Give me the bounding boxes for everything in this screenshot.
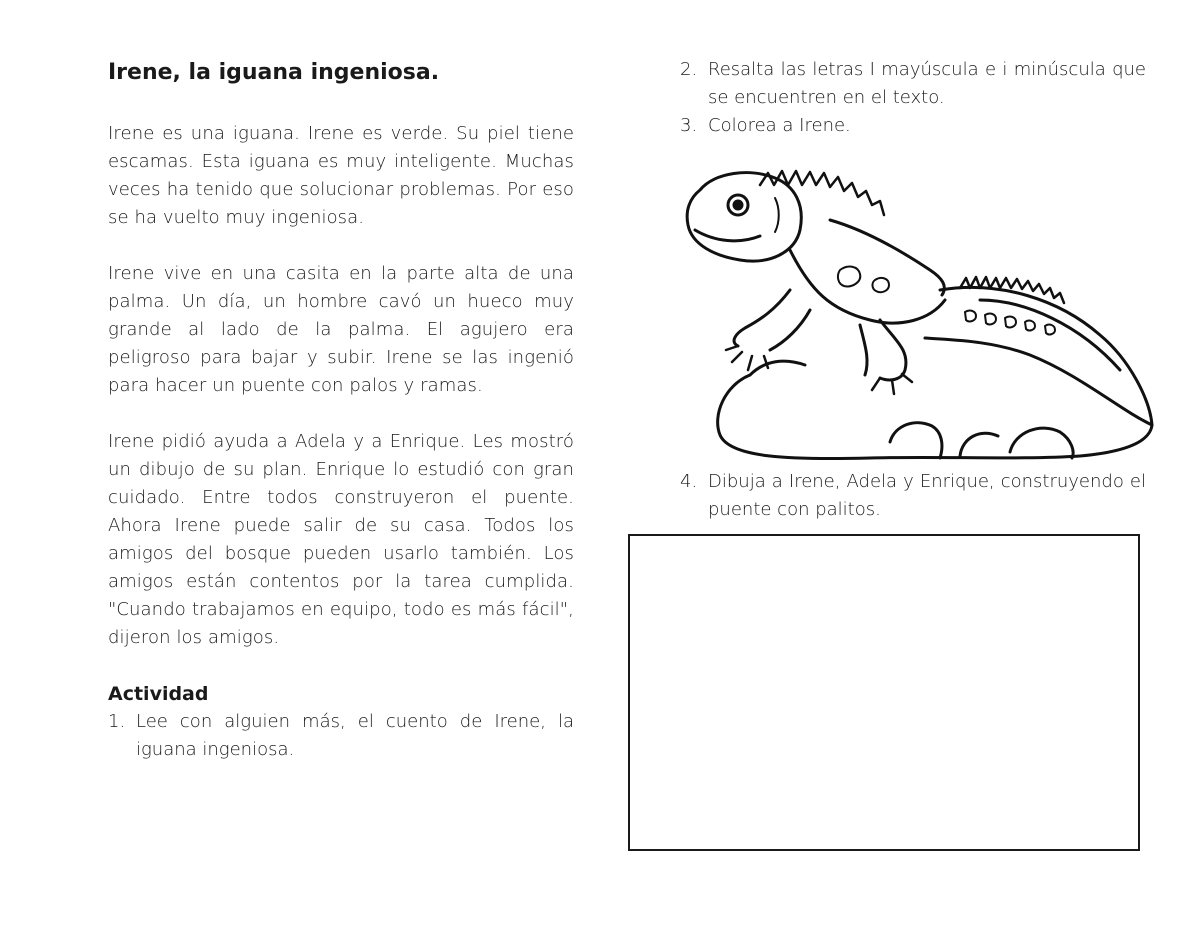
drawing-box[interactable] — [628, 534, 1140, 851]
story-paragraph-3: Irene pidió ayuda a Adela y a Enrique. Les mostró un dibujo de su plan. Enrique lo estudió con gran cuidado. Entre todos construyeron el puente. Ahora Irene puede salir de su casa. Todos los amigos del bosque pueden usarlo también. Los amigos están contentos por la tarea cumplida. "Cuando trabajamos en equipo, todo es más fácil", dijeron los amigos. — [108, 431, 574, 648]
activity-item-4 — [680, 468, 1146, 524]
iguana-icon — [680, 160, 1155, 468]
activity-item-text: Dibuja a Irene, Adela y Enrique, construyendo el puente con palitos. — [708, 471, 1146, 520]
iguana-illustration — [680, 160, 1155, 468]
activity-item-1 — [108, 708, 574, 764]
activity-list-right — [680, 56, 1146, 140]
story-paragraph-2: Irene vive en una casita en la parte alta de una palma. Un día, un hombre cavó un hueco muy grande al lado de la palma. El agujero era peligroso para bajar y subir. Irene se las ingenió para hacer un puente con palos y ramas. — [108, 263, 574, 396]
story-title: Irene, la iguana ingeniosa. — [108, 60, 440, 85]
activity-list-q4 — [680, 468, 1146, 524]
activity-item-text: Lee con alguien más, el cuento de Irene, la iguana ingeniosa. — [136, 711, 574, 760]
activity-item-text: Colorea a Irene. — [708, 115, 851, 136]
activity-item-3 — [680, 112, 1146, 140]
activity-title: Actividad — [108, 683, 209, 705]
activity-item-number: 2. — [680, 59, 698, 80]
left-column — [108, 56, 574, 764]
activity-item-2 — [680, 56, 1146, 112]
question-4 — [680, 468, 1146, 524]
activity-item-number: 3. — [680, 115, 698, 136]
activity-list-left — [108, 708, 574, 764]
right-column — [680, 56, 1146, 140]
story-paragraph-1: Irene es una iguana. Irene es verde. Su piel tiene escamas. Esta iguana es muy inteligente. Muchas veces ha tenido que solucionar problemas. Por eso se ha vuelto muy ingeniosa. — [108, 123, 574, 228]
activity-item-number: 4. — [680, 471, 698, 492]
activity-item-text: Resalta las letras I mayúscula e i minúscula que se encuentren en el texto. — [708, 59, 1146, 108]
activity-item-number: 1. — [108, 711, 126, 732]
